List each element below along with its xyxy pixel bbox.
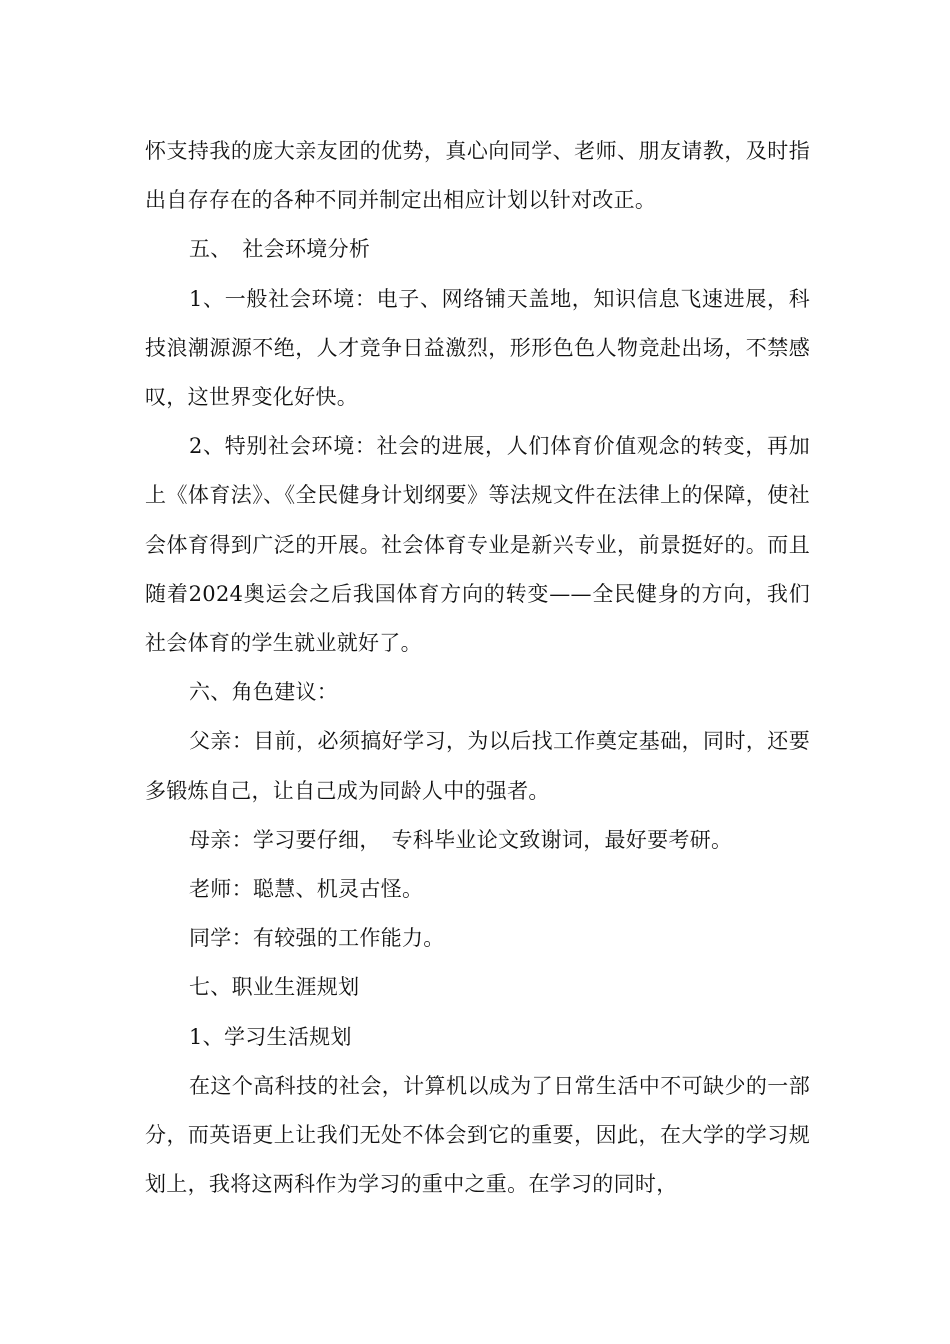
paragraph: 老师：聪慧、机灵古怪。 bbox=[189, 877, 424, 902]
document-body bbox=[145, 127, 810, 1209]
paragraph: 怀支持我的庞大亲友团的优势，真心向同学、老师、朋友请教，及时指出自存存在的各种不同并制定出相应计划以针对改正。 bbox=[145, 139, 810, 213]
paragraph: 同学：有较强的工作能力。 bbox=[189, 926, 445, 951]
subsection-heading-study-plan: 1、学习生活规划 bbox=[189, 1024, 352, 1049]
section-heading-career-plan: 七、职业生涯规划 bbox=[189, 975, 360, 1000]
paragraph: 在这个高科技的社会，计算机以成为了日常生活中不可缺少的一部分，而英语更上让我们无处不体会到它的重要，因此，在大学的学习规划上，我将这两科作为学习的重中之重。在学习的同时， bbox=[145, 1073, 810, 1197]
paragraph: 2、特别社会环境：社会的进展，人们体育价值观念的转变，再加上《体育法》、《全民健身计划纲要》等法规文件在法律上的保障，使社会体育得到广泛的开展。社会体育专业是新兴专业，前景挺好的。而且随着2024奥运会之后我国体育方向的转变——全民健身的方向，我们社会体育的学生就业就好了。 bbox=[145, 434, 810, 656]
paragraph: 父亲：目前，必须搞好学习，为以后找工作奠定基础，同时，还要多锻炼自己，让自己成为同龄人中的强者。 bbox=[145, 729, 810, 803]
paragraph: 母亲：学习要仔细， 专科毕业论文致谢词，最好要考研。 bbox=[189, 827, 733, 852]
section-heading-social-environment: 五、 社会环境分析 bbox=[189, 237, 371, 262]
section-heading-role-advice: 六、角色建议： bbox=[189, 680, 339, 705]
paragraph: 1、一般社会环境：电子、网络铺天盖地，知识信息飞速进展，科技浪潮源源不绝，人才竞争日益激烈，形形色色人物竞赴出场，不禁感叹，这世界变化好快。 bbox=[145, 286, 810, 410]
